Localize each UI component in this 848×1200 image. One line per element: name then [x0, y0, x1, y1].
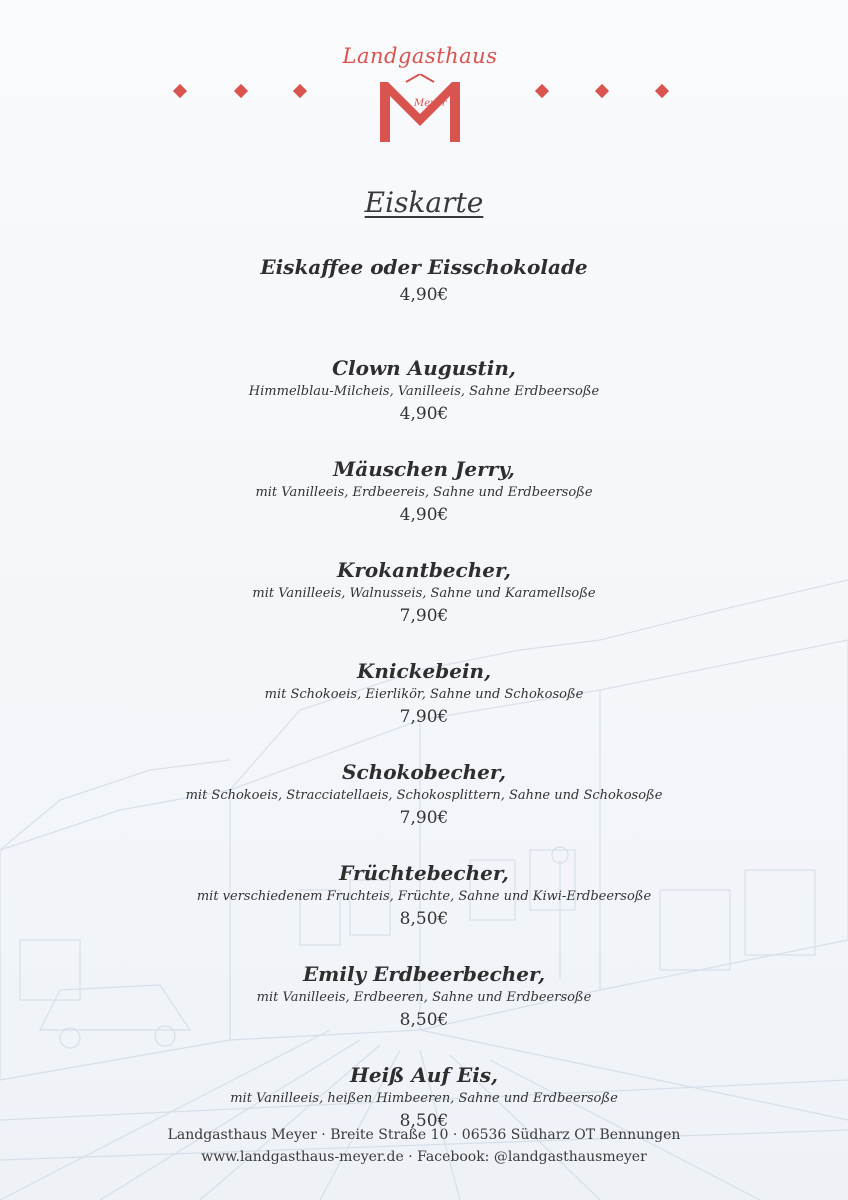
diamond-icon	[173, 84, 187, 98]
item-price: 8,50€	[399, 909, 449, 929]
item-price: 7,90€	[399, 707, 449, 727]
diamond-icon	[293, 84, 307, 98]
item-name: Eiskaffee oder Eisschokolade	[260, 255, 588, 279]
footer-web: www.landgasthaus-meyer.de · Facebook: @landgasthausmeyer	[201, 1149, 647, 1165]
item-name: Knickebein,	[356, 659, 492, 683]
menu-item	[0, 757, 848, 858]
item-description: mit Vanilleeis, Erdbeereis, Sahne und Erdbeersoße	[255, 485, 593, 500]
brand-name: Landgasthaus	[342, 44, 498, 68]
page-title: Eiskarte	[364, 186, 484, 219]
menu-item	[0, 555, 848, 656]
menu-item	[0, 252, 848, 353]
item-description: mit Schokoeis, Stracciatellaeis, Schokosplittern, Sahne und Schokosoße	[185, 788, 663, 803]
menu-item	[0, 656, 848, 757]
item-name: Heiß Auf Eis,	[349, 1063, 499, 1087]
item-name: Schokobecher,	[342, 760, 506, 784]
item-name: Clown Augustin,	[332, 356, 516, 380]
menu-item	[0, 858, 848, 959]
m-logo-icon	[376, 74, 464, 144]
item-price: 8,50€	[399, 1010, 449, 1030]
footer	[0, 1124, 848, 1168]
menu-item	[0, 353, 848, 454]
item-price: 4,90€	[399, 285, 449, 305]
decorative-diamonds	[0, 86, 848, 106]
item-description: mit Vanilleeis, heißen Himbeeren, Sahne und Erdbeersoße	[230, 1091, 618, 1106]
diamond-icon	[595, 84, 609, 98]
item-name: Früchtebecher,	[339, 861, 509, 885]
brand-sub: Meyer	[414, 98, 447, 109]
item-price: 8,50€	[399, 1111, 449, 1131]
diamond-icon	[535, 84, 549, 98]
item-price: 7,90€	[399, 606, 449, 626]
footer-address: Landgasthaus Meyer · Breite Straße 10 · 06536 Südharz OT Bennungen	[167, 1127, 681, 1143]
item-description: mit Schokoeis, Eierlikör, Sahne und Schokosoße	[264, 687, 584, 702]
diamond-icon	[234, 84, 248, 98]
diamond-icon	[655, 84, 669, 98]
item-price: 7,90€	[399, 808, 449, 828]
item-name: Mäuschen Jerry,	[333, 457, 515, 481]
menu-list	[0, 252, 848, 1161]
item-name: Krokantbecher,	[336, 558, 512, 582]
item-description: mit Vanilleeis, Erdbeeren, Sahne und Erdbeersoße	[256, 990, 592, 1005]
item-description: Himmelblau-Milcheis, Vanilleeis, Sahne Erdbeersoße	[248, 384, 600, 399]
menu-item	[0, 454, 848, 555]
item-description: mit verschiedenem Fruchteis, Früchte, Sahne und Kiwi-Erdbeersoße	[196, 889, 652, 904]
item-name: Emily Erdbeerbecher,	[302, 962, 546, 986]
item-price: 4,90€	[399, 505, 449, 525]
menu-item	[0, 959, 848, 1060]
item-description: mit Vanilleeis, Walnusseis, Sahne und Karamellsoße	[252, 586, 596, 601]
item-price: 4,90€	[399, 404, 449, 424]
